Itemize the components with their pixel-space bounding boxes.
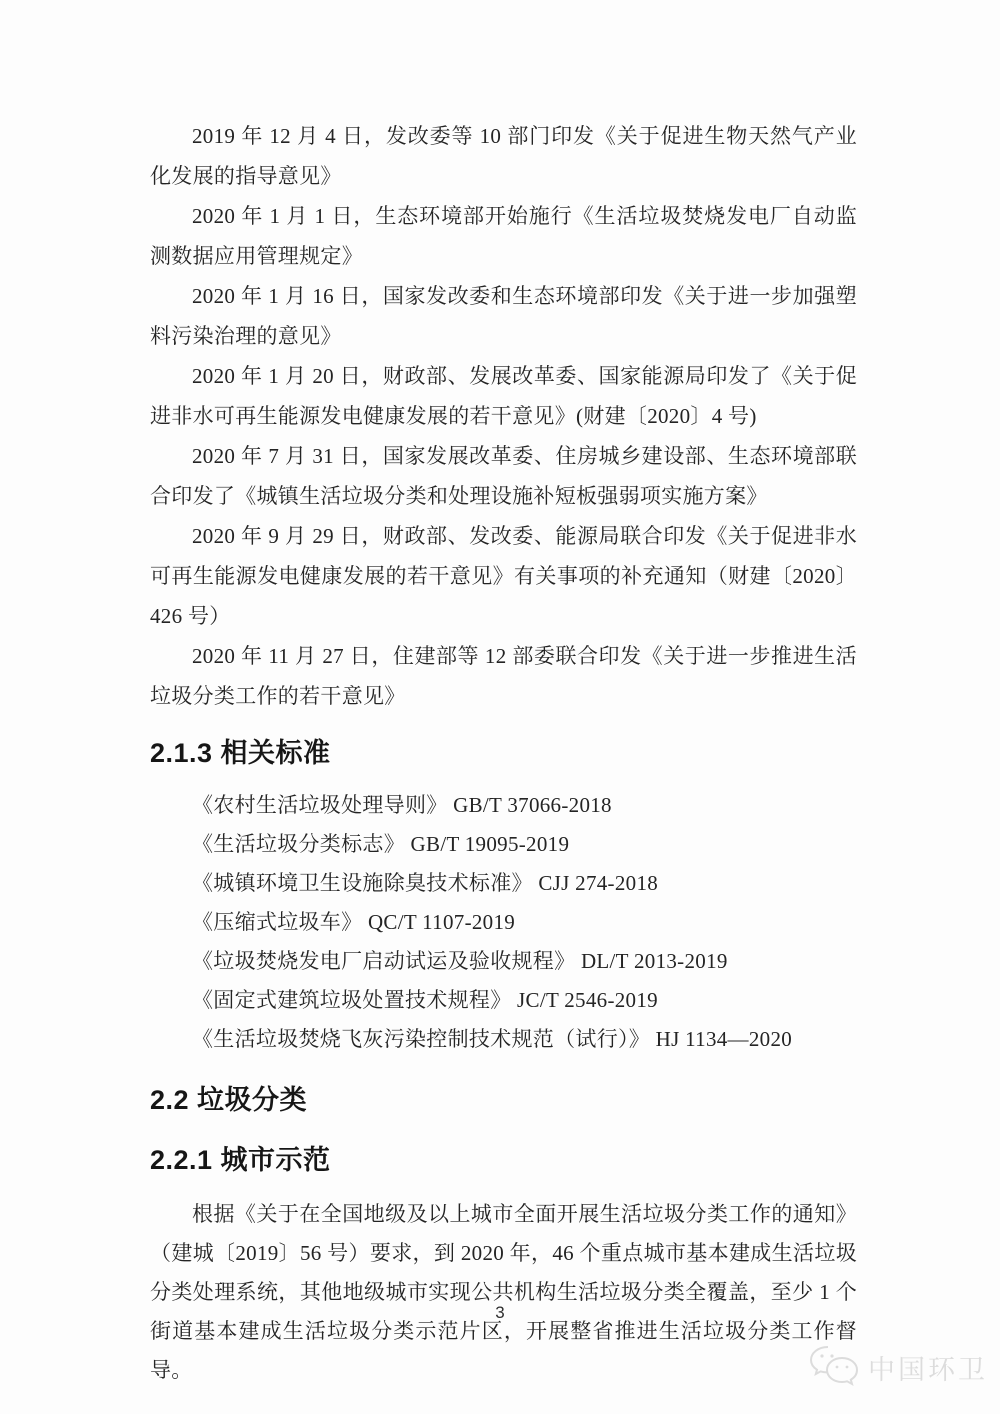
timeline-paragraph: 2020 年 1 月 1 日，生态环境部开始施行《生活垃圾焚烧发电厂自动监测数据应用管理规定》: [150, 204, 857, 268]
timeline-paragraph: 2020 年 11 月 27 日，住建部等 12 部委联合印发《关于进一步推进生活垃圾分类工作的若干意见》: [150, 644, 857, 708]
standard-item: 《城镇环境卫生设施除臭技术标准》 CJJ 274-2018: [192, 871, 659, 895]
standard-item: 《生活垃圾焚烧飞灰污染控制技术规范（试行）》 HJ 1134—2020: [192, 1027, 793, 1051]
section-heading-2-1-3: 2.1.3 相关标准: [150, 738, 331, 768]
timeline-paragraph: 2020 年 7 月 31 日，国家发展改革委、住房城乡建设部、生态环境部联合印发了《城镇生活垃圾分类和处理设施补短板强弱项实施方案》: [150, 444, 857, 508]
standards-list: [150, 786, 857, 1059]
standard-item: 《垃圾焚烧发电厂启动试运及验收规程》 DL/T 2013-2019: [192, 949, 728, 973]
timeline-paragraph: 2020 年 9 月 29 日，财政部、发改委、能源局联合印发《关于促进非水可再生能源发电健康发展的若干意见》有关事项的补充通知（财建〔2020〕426 号）: [150, 524, 857, 628]
wechat-icon: [808, 1344, 860, 1390]
standard-item: 《农村生活垃圾处理导则》 GB/T 37066-2018: [192, 793, 612, 817]
standard-item: 《固定式建筑垃圾处置技术规程》 JC/T 2546-2019: [192, 988, 658, 1012]
section-heading-2-2: 2.2 垃圾分类: [150, 1085, 308, 1115]
standard-item: 《压缩式垃圾车》 QC/T 1107-2019: [192, 910, 516, 934]
watermark: [808, 1344, 988, 1390]
standard-item: 《生活垃圾分类标志》 GB/T 19095-2019: [192, 832, 570, 856]
section-heading-2-2-1: 2.2.1 城市示范: [150, 1145, 331, 1175]
document-body: [150, 116, 857, 1390]
page-number: 3: [495, 1303, 505, 1322]
watermark-label: 中国环卫: [868, 1354, 988, 1385]
timeline-paragraph: 2020 年 1 月 20 日，财政部、发展改革委、国家能源局印发了《关于促进非水可再生能源发电健康发展的若干意见》(财建〔2020〕4 号): [150, 364, 857, 428]
timeline-paragraph: 2020 年 1 月 16 日，国家发改委和生态环境部印发《关于进一步加强塑料污染治理的意见》: [150, 284, 857, 348]
city-demo-paragraph: 根据《关于在全国地级及以上城市全面开展生活垃圾分类工作的通知》（建城〔2019〕56 号）要求，到 2020 年，46 个重点城市基本建成生活垃圾分类处理系统，其他地级城市实现公共机构生活垃圾分类全覆盖，至少 1 个街道基本建成生活垃圾分类示范片区，开展整省推进生活垃圾分类工作督导。: [150, 1202, 857, 1382]
timeline-paragraph: 2019 年 12 月 4 日，发改委等 10 部门印发《关于促进生物天然气产业化发展的指导意见》: [150, 124, 857, 188]
